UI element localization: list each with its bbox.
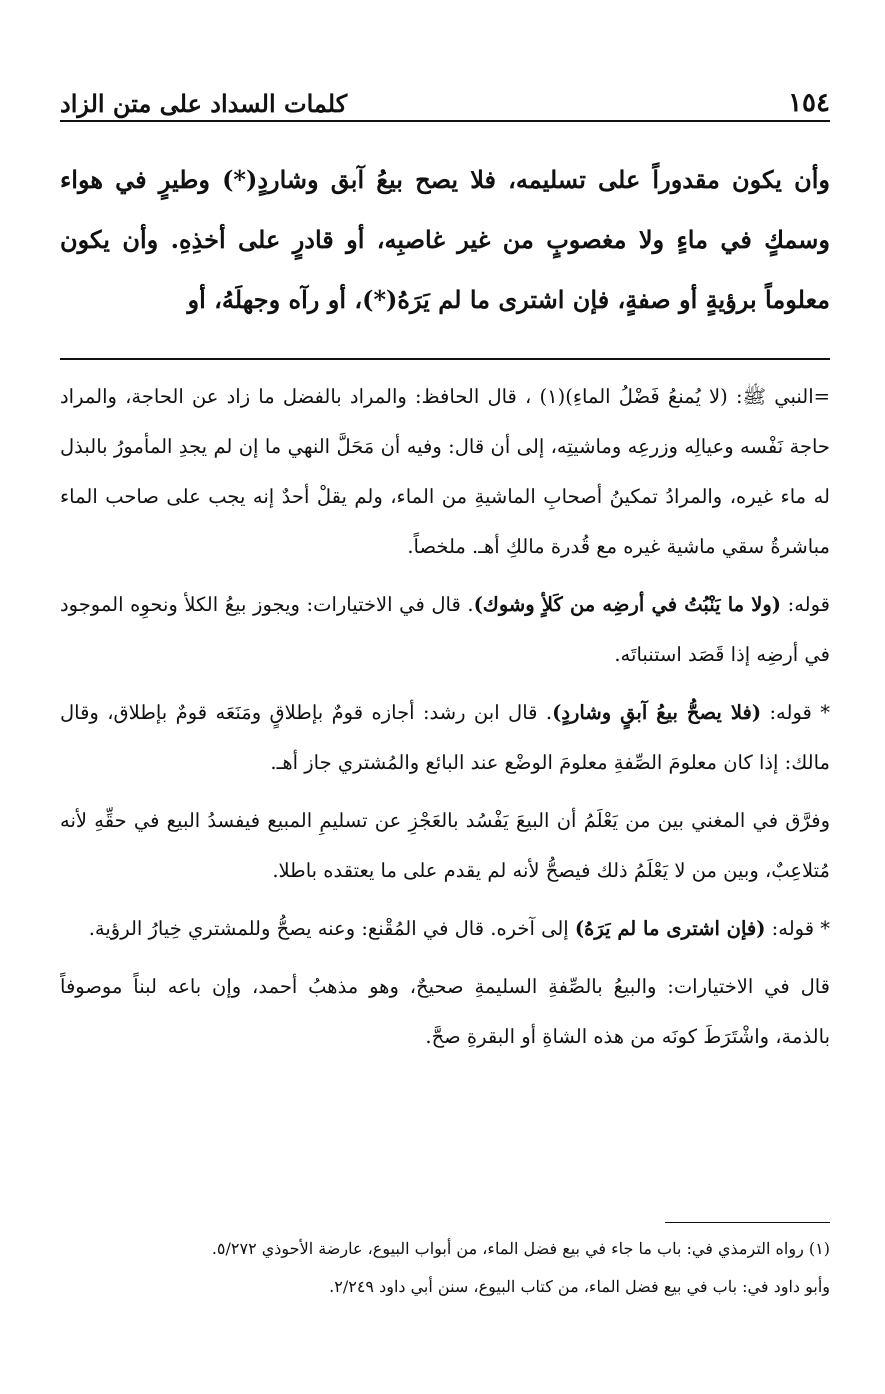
footnote-rule	[665, 1222, 830, 1223]
main-text	[60, 150, 830, 330]
commentary-lead: * قوله:	[761, 701, 831, 724]
page-header	[60, 84, 830, 122]
commentary-quote: (فإن اشترى ما لم يَرَهُ)	[574, 917, 766, 940]
commentary-paragraph-3	[60, 688, 830, 788]
commentary-lead: * قوله:	[765, 917, 830, 940]
commentary-quote: (فلا يصحُّ بيعُ آبقٍ وشاردٍ)	[552, 701, 762, 724]
page-number: ١٥٤	[788, 88, 830, 118]
running-title: كلمات السداد على متن الزاد	[60, 89, 348, 118]
separator-rule	[60, 358, 830, 360]
commentary-paragraph-5	[60, 904, 830, 954]
commentary-paragraph-1: =النبي ﷺ: (لا يُمنعُ فَضْلُ الماءِ)(١) ، قال الحافظ: والمراد بالفضل ما زاد عن الحاجة، والمراد حاجة نَفْسه وعيالِه وزرعِه وماشيتِه، إلى أن قال: وفيه أن مَحَلَّ النهي ما إن لم يجدِ المأمورُ بالبذل له ماء غيره، والمرادُ تمكينُ أصحابِ الماشيةِ من الماء، ولم يقلْ أحدٌ إنه يجب على صاحب الماء مباشرةُ سقي ماشية غيره مع قُدرة مالكِ أهـ. ملخصاً.	[60, 385, 830, 558]
footnotes	[60, 1230, 830, 1306]
commentary-rest: . قال ابن رشد: أجازه قومٌ بإطلاقٍ ومَنَعَه قومٌ بإطلاق، وقال مالك: إذا كان معلومَ الصِّفةِ معلومَ الوضْع عند البائع والمُشتري جاز أهـ.	[60, 701, 830, 774]
commentary-quote: (ولا ما يَنْبُتُ في أرضِه من كَلأٍ وشوك)	[473, 593, 782, 616]
commentary-lead: قوله:	[781, 593, 830, 616]
commentary-rest: إلى آخره. قال في المُقْنع: وعنه يصحُّ وللمشتري خِيارُ الرؤية.	[88, 917, 575, 940]
commentary-paragraph-2	[60, 580, 830, 680]
commentary	[60, 372, 830, 1070]
main-paragraph: وأن يكون مقدوراً على تسليمه، فلا يصح بيعُ آبق وشاردٍ(*) وطيرٍ في هواء وسمكٍ في ماءٍ ولا مغصوبٍ من غير غاصبِه، أو قادرٍ على أخذِهِ. وأن يكون معلوماً برؤيةٍ أو صفةٍ، فإن اشترى ما لم يَرَهُ(*)، أو رآه وجهلَهُ، أو	[60, 165, 830, 314]
footnote-2: وأبو داود في: باب في بيع فضل الماء، من كتاب البيوع، سنن أبي داود ٢/٢٤٩.	[329, 1277, 830, 1296]
commentary-paragraph-6: قال في الاختيارات: والبيعُ بالصِّفةِ السليمةِ صحيحٌ، وهو مذهبُ أحمد، وإن باعه لبناً موصوفاً بالذمة، واشْتَرَطَ كونَه من هذه الشاةِ أو البقرةِ صحَّ.	[60, 975, 830, 1048]
commentary-paragraph-4: وفرَّق في المغني بين من يَعْلَمُ أن البيعَ يَفْسُد بالعَجْزِ عن تسليمِ المبيع فيفسدُ البيع في حقِّهِ لأنه مُتلاعِبٌ، وبين من لا يَعْلَمُ ذلك فيصحُّ لأنه لم يقدم على ما يعتقده باطلا.	[60, 809, 830, 882]
footnote-1: (١) رواه الترمذي في: باب ما جاء في بيع فضل الماء، من أبواب البيوع، عارضة الأحوذي ٥/٢٧٢.	[211, 1239, 830, 1258]
commentary-rest: . قال في الاختيارات: ويجوز بيعُ الكلأ ونحوِه الموجود في أرضِه إذا قَصَد استنباتَه.	[60, 593, 830, 666]
